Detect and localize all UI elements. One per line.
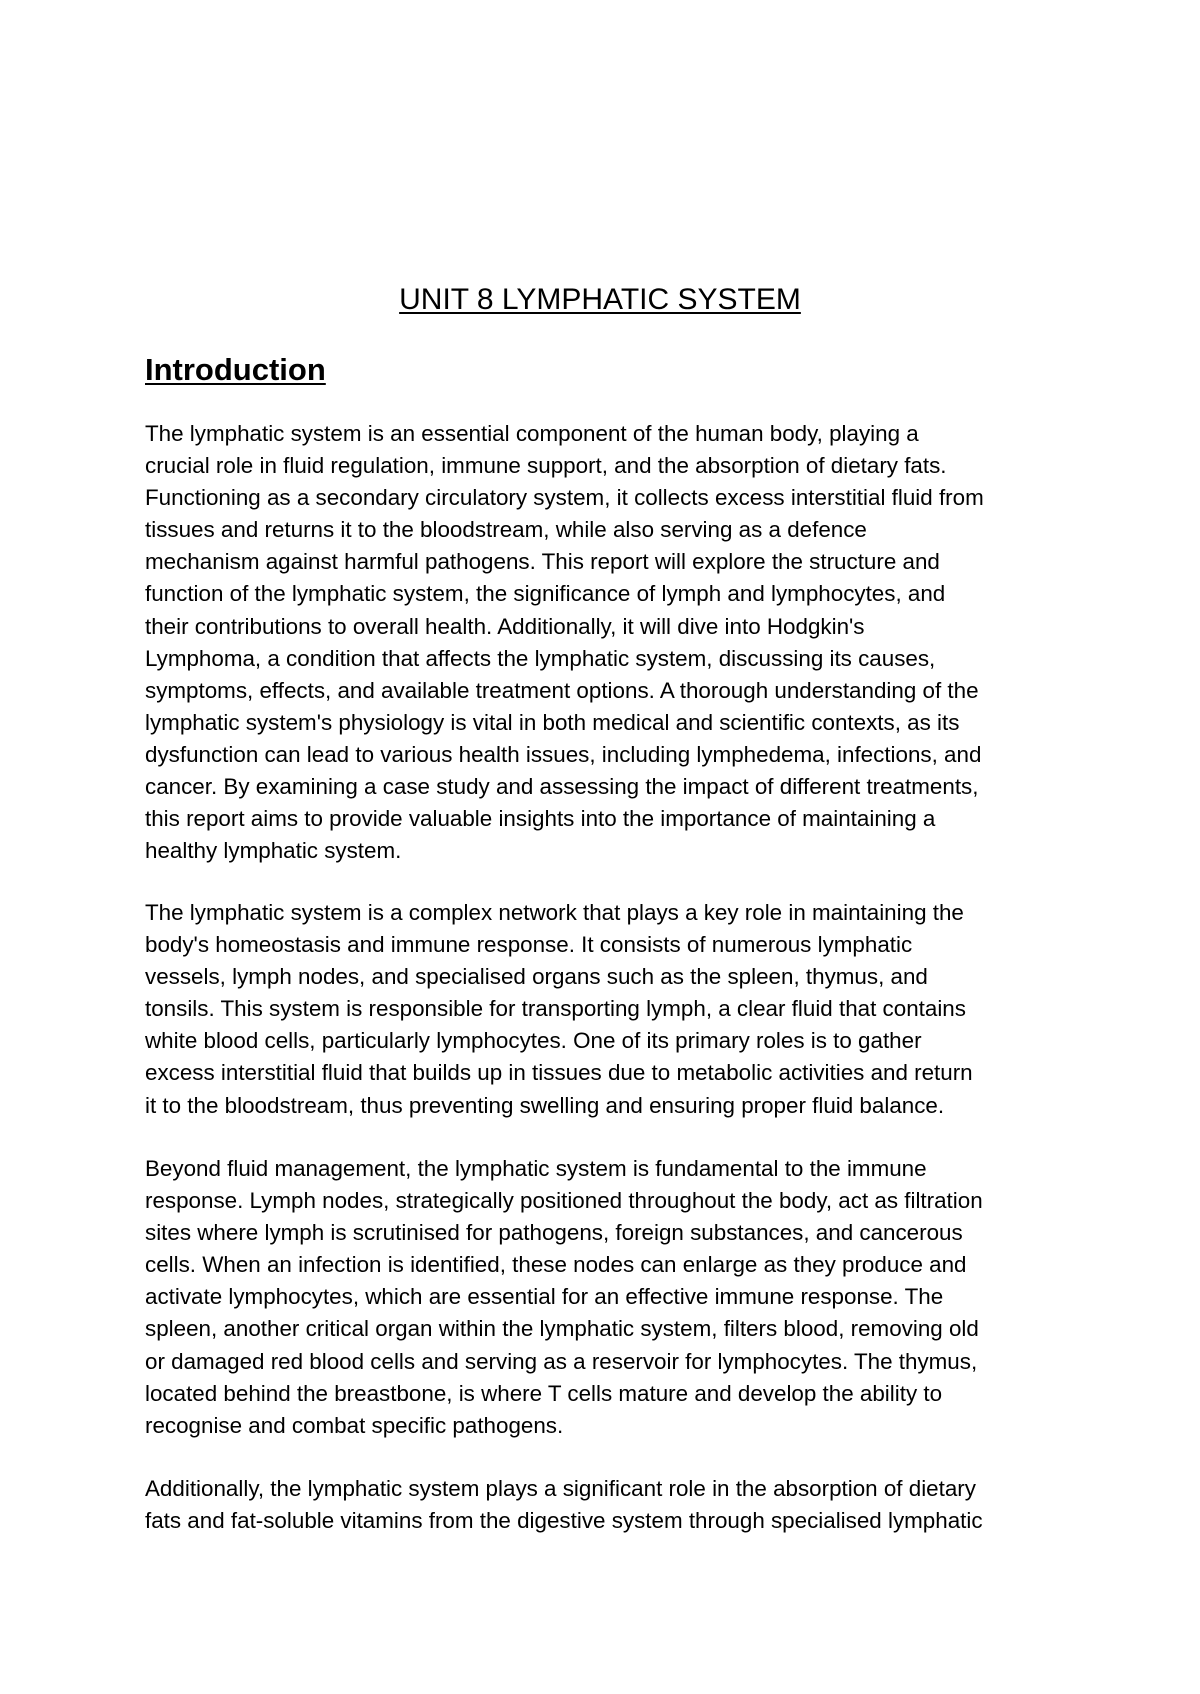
paragraph-line: Beyond fluid management, the lymphatic system is fundamental to the immune bbox=[145, 1156, 927, 1181]
paragraph-line: lymphatic system's physiology is vital in both medical and scientific contexts, as its bbox=[145, 709, 960, 735]
paragraph-line: cells. When an infection is identified, these nodes can enlarge as they produce and bbox=[145, 1252, 967, 1278]
paragraph-line: their contributions to overall health. Additionally, it will dive into Hodgkin's bbox=[145, 613, 865, 639]
paragraph-line: tissues and returns it to the bloodstream, while also serving as a defence bbox=[145, 517, 867, 543]
paragraph-line: white blood cells, particularly lymphocytes. One of its primary roles is to gather bbox=[145, 1028, 922, 1054]
paragraph-line: this report aims to provide valuable insights into the importance of maintaining a bbox=[145, 806, 936, 832]
paragraph-line: vessels, lymph nodes, and specialised organs such as the spleen, thymus, and bbox=[145, 964, 928, 990]
paragraph-line: or damaged red blood cells and serving as a reservoir for lymphocytes. The thymus, bbox=[145, 1348, 978, 1374]
paragraph-line: dysfunction can lead to various health issues, including lymphedema, infections, and bbox=[145, 741, 982, 767]
paragraph-line: response. Lymph nodes, strategically positioned throughout the body, act as filtration bbox=[145, 1188, 983, 1214]
paragraph-line: sites where lymph is scrutinised for pathogens, foreign substances, and cancerous bbox=[145, 1220, 963, 1246]
paragraph-line: mechanism against harmful pathogens. This report will explore the structure and bbox=[145, 549, 940, 575]
paragraph-line: located behind the breastbone, is where T cells mature and develop the ability to bbox=[145, 1380, 943, 1406]
paragraph-3 bbox=[145, 1153, 1085, 1442]
paragraph-line: Functioning as a secondary circulatory system, it collects excess interstitial fluid from bbox=[145, 485, 984, 511]
paragraph-line: symptoms, effects, and available treatment options. A thorough understanding of the bbox=[145, 677, 979, 703]
paragraph-line: healthy lymphatic system. bbox=[145, 838, 402, 864]
paragraph-line: it to the bloodstream, thus preventing swelling and ensuring proper fluid balance. bbox=[145, 1092, 945, 1118]
paragraph-line: Additionally, the lymphatic system plays a significant role in the absorption of dietary bbox=[145, 1476, 976, 1501]
paragraph-2 bbox=[145, 897, 1085, 1122]
paragraph-line: excess interstitial fluid that builds up in tissues due to metabolic activities and return bbox=[145, 1060, 973, 1086]
paragraph-4 bbox=[145, 1473, 1085, 1537]
paragraph-1 bbox=[145, 418, 1085, 867]
paragraph-line: tonsils. This system is responsible for transporting lymph, a clear fluid that contains bbox=[145, 996, 966, 1022]
paragraph-line: recognise and combat specific pathogens. bbox=[145, 1412, 564, 1438]
paragraph-line: crucial role in fluid regulation, immune support, and the absorption of dietary fats. bbox=[145, 453, 947, 479]
paragraph-line: cancer. By examining a case study and assessing the impact of different treatments, bbox=[145, 774, 979, 800]
paragraph-line: activate lymphocytes, which are essential for an effective immune response. The bbox=[145, 1284, 944, 1310]
paragraph-line: fats and fat-soluble vitamins from the digestive system through specialised lymphatic bbox=[145, 1508, 983, 1534]
paragraph-line: body's homeostasis and immune response. It consists of numerous lymphatic bbox=[145, 932, 913, 958]
section-heading-introduction: Introduction bbox=[145, 352, 326, 387]
paragraph-line: The lymphatic system is an essential component of the human body, playing a bbox=[145, 421, 919, 446]
paragraph-line: function of the lymphatic system, the significance of lymph and lymphocytes, and bbox=[145, 581, 946, 607]
paragraph-line: The lymphatic system is a complex network that plays a key role in maintaining the bbox=[145, 900, 964, 925]
page-title: UNIT 8 LYMPHATIC SYSTEM bbox=[399, 283, 801, 316]
paragraph-line: spleen, another critical organ within the lymphatic system, filters blood, removing old bbox=[145, 1316, 979, 1342]
paragraph-line: Lymphoma, a condition that affects the lymphatic system, discussing its causes, bbox=[145, 645, 936, 671]
